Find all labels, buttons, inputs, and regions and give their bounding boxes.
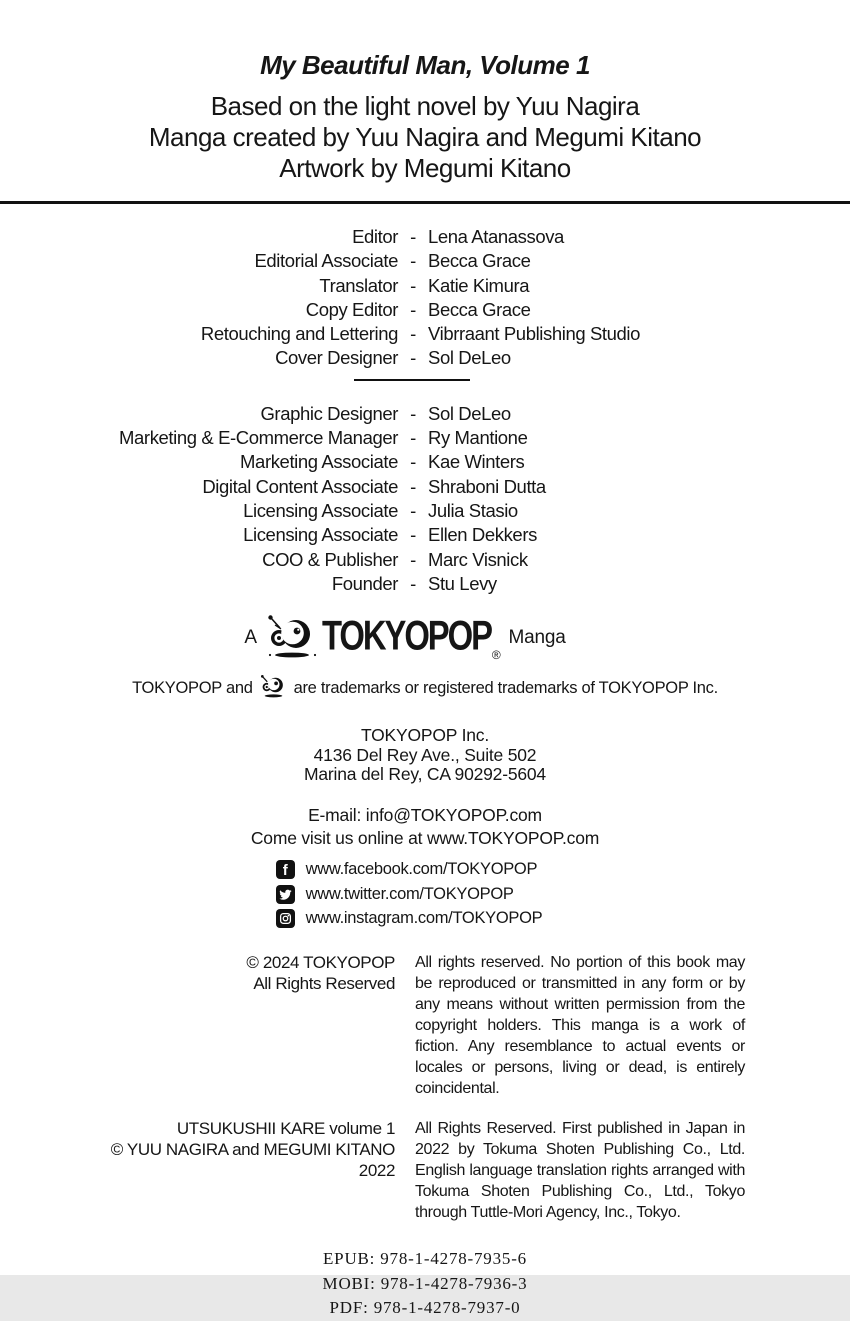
credit-name: Becca Grace <box>428 250 531 272</box>
credit-row <box>0 402 850 426</box>
logo-suffix: Manga <box>508 627 566 649</box>
credit-dash: - <box>410 250 416 272</box>
credit-dash: - <box>410 572 416 594</box>
credit-dash: - <box>410 427 416 449</box>
credit-dash: - <box>410 451 416 473</box>
social-row-instagram <box>276 907 543 932</box>
address-line: Marina del Rey, CA 90292-5604 <box>304 764 546 785</box>
credit-dash: - <box>410 323 416 345</box>
credit-name: Sol DeLeo <box>428 347 511 369</box>
instagram-link[interactable]: www.instagram.com/TOKYOPOP <box>305 909 543 928</box>
japan-publication-notice: All Rights Reserved. First published in Japan in 2022 by Tokuma Shoten Publishing Co., Ltd. English language translation rights arranged with Tokuma Shoten Publishing Co., Ltd., Tokyo through Tuttle-Mori Agency, Inc., Tokyo. <box>415 1120 745 1222</box>
tokyopop-robot-icon-small <box>260 674 287 703</box>
credit-role: Cover Designer <box>275 347 398 369</box>
twitter-link[interactable]: www.twitter.com/TOKYOPOP <box>305 884 514 903</box>
registered-trademark-symbol: ® <box>491 648 501 663</box>
credit-dash: - <box>410 347 416 369</box>
credit-role: Translator <box>319 274 398 296</box>
trademark-line <box>0 674 850 703</box>
credits-primary <box>0 225 850 371</box>
credit-name: Lena Atanassova <box>428 226 564 247</box>
copyright-block-secondary <box>105 1118 850 1223</box>
credit-row <box>0 475 850 499</box>
credit-dash: - <box>410 274 416 296</box>
credit-row <box>0 322 850 346</box>
credit-name: Sol DeLeo <box>428 402 511 424</box>
book-title: My Beautiful Man, Volume 1 <box>260 50 590 80</box>
credit-row <box>0 450 850 474</box>
credit-row <box>0 298 850 322</box>
credit-row <box>0 346 850 370</box>
tokyopop-logo <box>0 615 830 661</box>
credit-row <box>0 249 850 273</box>
logo-wordmark-wrap <box>322 614 501 662</box>
facebook-link[interactable]: www.facebook.com/TOKYOPOP <box>305 860 538 879</box>
credit-name: Marc Visnick <box>428 548 528 570</box>
credit-name: Vibrraant Publishing Studio <box>428 323 641 345</box>
credit-name: Katie Kimura <box>428 274 530 296</box>
credit-dash: - <box>410 548 416 570</box>
credit-role: Licensing Associate <box>243 499 398 521</box>
credit-dash: - <box>410 226 416 247</box>
credit-role: Licensing Associate <box>243 524 398 546</box>
title-credit-manga: Manga created by Yuu Nagira and Megumi Kitano <box>148 122 702 152</box>
credit-role: Digital Content Associate <box>202 475 398 497</box>
logo-wordmark: TOKYOPOP <box>321 613 491 660</box>
credit-role: Retouching and Lettering <box>200 323 398 345</box>
instagram-icon <box>276 909 295 928</box>
credit-dash: - <box>410 402 416 424</box>
rights-notice: All rights reserved. No portion of this book may be reproduced or transmitted in any form or by any means without written permission from the copyright holders. This manga is a work of fiction. Any resemblance to actual events or locales or persons, living or dead, is entirely coincidental. <box>415 954 745 1098</box>
credit-name: Julia Stasio <box>428 499 518 521</box>
isbn-block <box>0 1247 850 1321</box>
logo-prefix: A <box>244 627 257 649</box>
credit-row <box>0 225 850 249</box>
original-title: UTSUKUSHII KARE volume 1 <box>176 1119 395 1139</box>
credit-name: Ry Mantione <box>428 427 528 449</box>
credit-role: Copy Editor <box>305 298 398 320</box>
credit-row <box>0 426 850 450</box>
title-credit-novel: Based on the light novel by Yuu Nagira <box>210 91 640 121</box>
credit-dash: - <box>410 475 416 497</box>
credit-row <box>0 548 850 572</box>
address-line: TOKYOPOP Inc. <box>360 725 490 746</box>
email-link[interactable]: E-mail: info@TOKYOPOP.com <box>308 804 542 825</box>
credit-dash: - <box>410 524 416 546</box>
credit-name: Kae Winters <box>428 451 525 473</box>
title-credit-artwork: Artwork by Megumi Kitano <box>279 153 571 183</box>
credit-role: Editorial Associate <box>254 250 398 272</box>
credit-role: Graphic Designer <box>260 402 398 424</box>
isbn-line: PDF: 978-1-4278-7937-0 <box>329 1298 521 1318</box>
credit-role: COO & Publisher <box>262 548 398 570</box>
credit-role: Founder <box>331 572 398 594</box>
credit-row <box>0 572 850 596</box>
top-divider <box>0 201 850 204</box>
credit-dash: - <box>410 499 416 521</box>
original-copyright: © YUU NAGIRA and MEGUMI KITANO 2022 <box>110 1140 395 1181</box>
credit-role: Editor <box>352 226 398 247</box>
credit-role: Marketing Associate <box>240 451 398 473</box>
credit-role: Marketing & E-Commerce Manager <box>119 427 398 449</box>
copyright-year: © 2024 TOKYOPOP <box>246 953 395 973</box>
credits-divider <box>354 379 470 381</box>
copyright-block-primary <box>105 952 850 1099</box>
contact-block <box>0 804 850 850</box>
credit-name: Stu Levy <box>428 572 497 594</box>
isbn-line: EPUB: 978-1-4278-7935-6 <box>323 1249 527 1269</box>
twitter-icon <box>276 885 295 904</box>
credit-name: Becca Grace <box>428 298 531 320</box>
tokyopop-robot-icon <box>266 613 318 664</box>
facebook-icon: f <box>276 860 295 879</box>
title-block <box>0 0 850 184</box>
credit-row <box>0 274 850 298</box>
isbn-line: MOBI: 978-1-4278-7936-3 <box>322 1273 528 1293</box>
credit-name: Shraboni Dutta <box>428 475 546 497</box>
trademark-text-after: are trademarks or registered trademarks of TOKYOPOP Inc. <box>293 679 718 698</box>
publisher-address <box>0 726 850 785</box>
credit-dash: - <box>410 298 416 320</box>
social-row-twitter <box>276 882 543 907</box>
credit-row <box>0 523 850 547</box>
social-row-facebook <box>276 858 543 883</box>
website-link[interactable]: Come visit us online at www.TOKYOPOP.com <box>250 827 600 848</box>
trademark-text-before: TOKYOPOP and <box>132 679 253 698</box>
copyright-rights: All Rights Reserved <box>253 974 395 994</box>
original-title-credit <box>105 1118 395 1223</box>
address-line: 4136 Del Rey Ave., Suite 502 <box>313 744 537 765</box>
social-links <box>276 858 543 932</box>
credit-name: Ellen Dekkers <box>428 524 537 546</box>
credit-row <box>0 499 850 523</box>
credits-secondary <box>0 402 850 596</box>
copyright-holder <box>105 952 395 1099</box>
